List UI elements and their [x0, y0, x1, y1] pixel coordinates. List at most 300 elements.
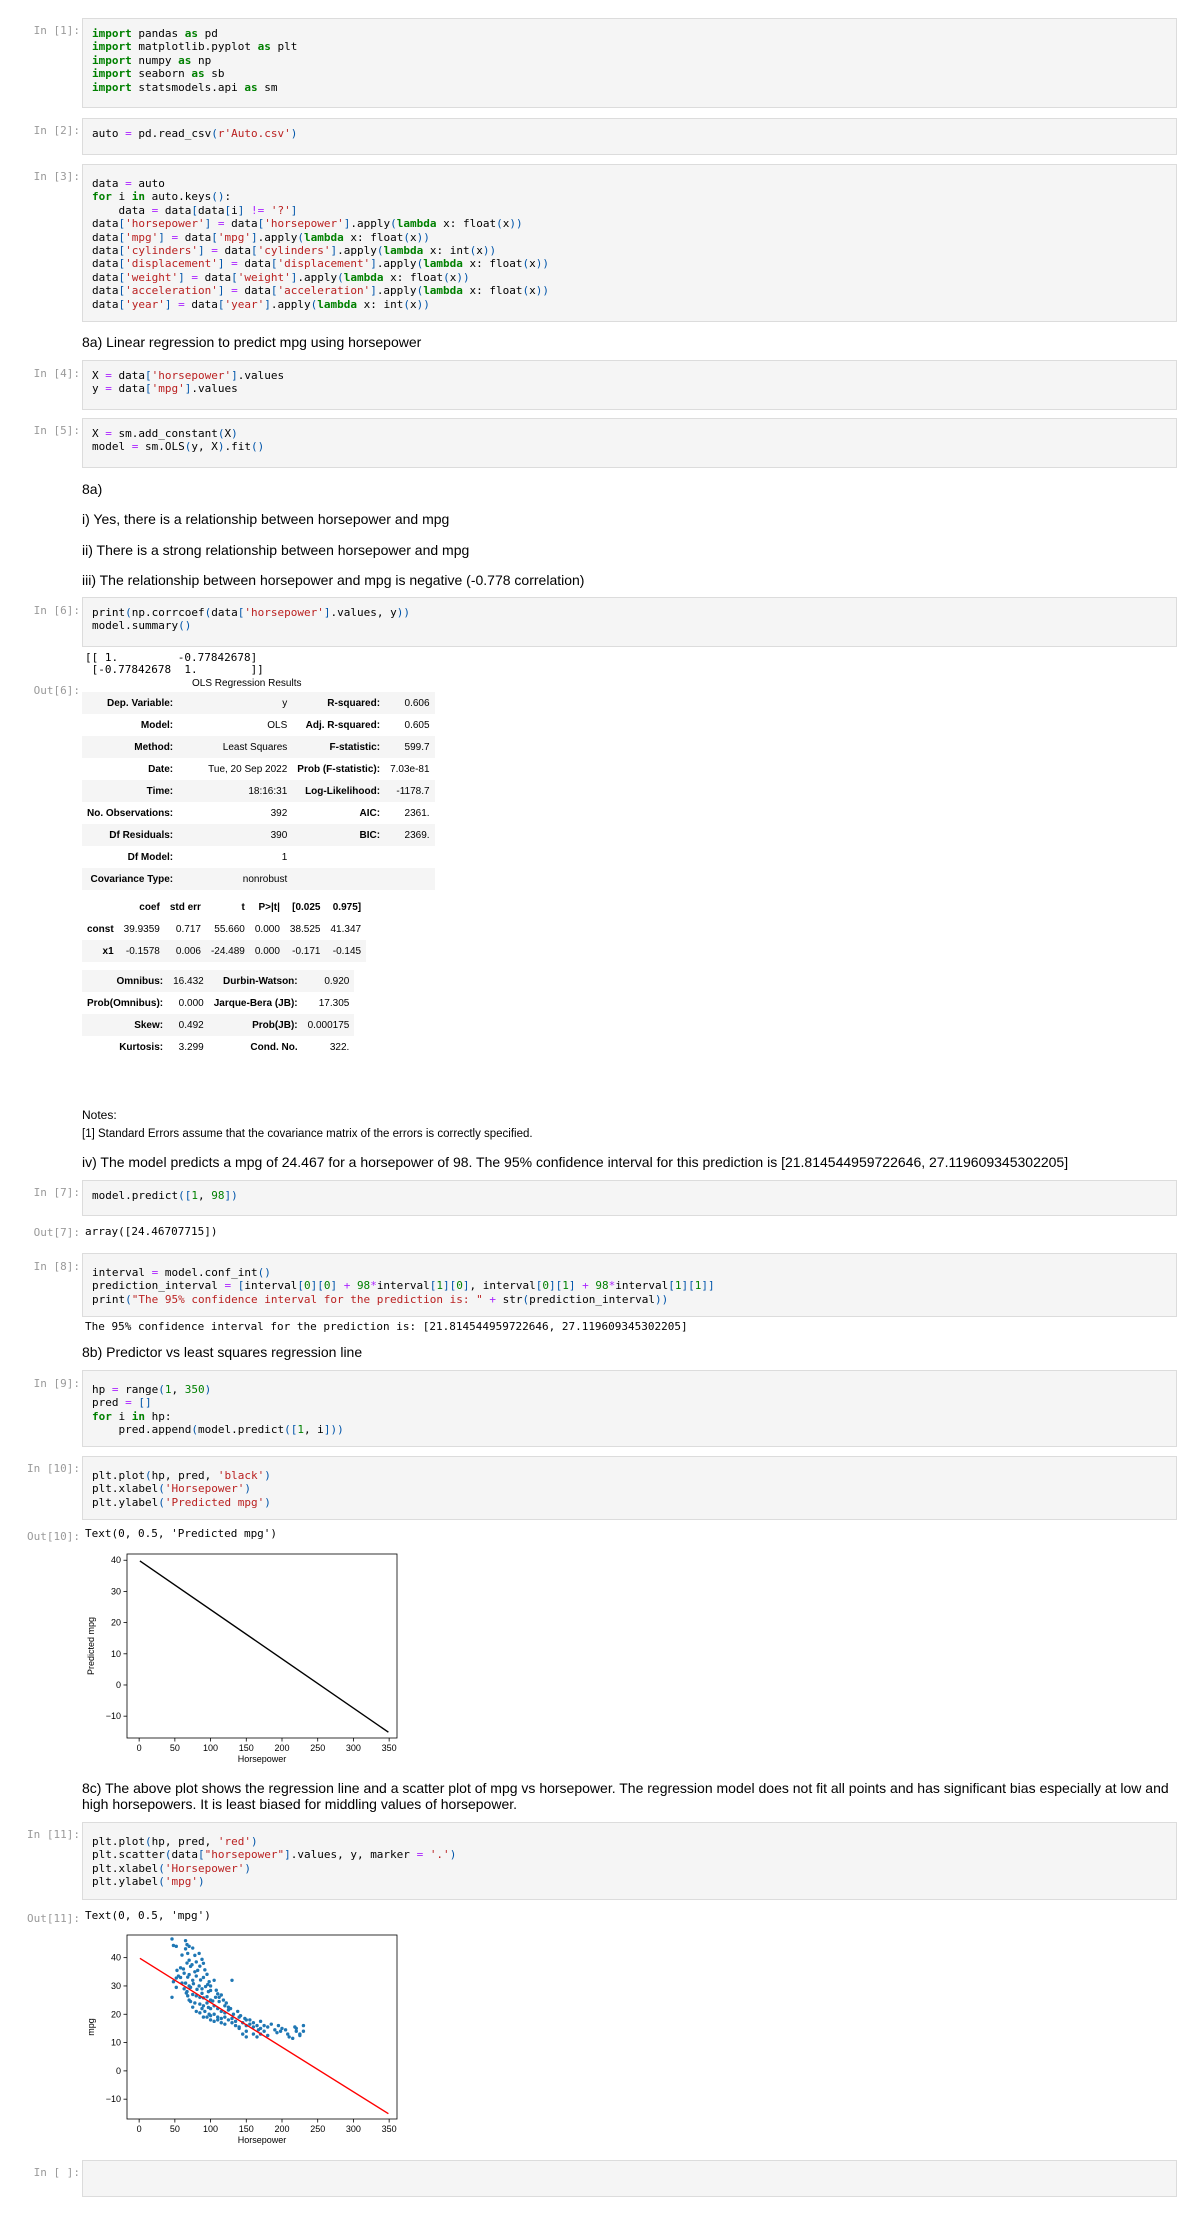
code-line: plt.scatter(data["horsepower"].values, y, marker = '.') — [92, 1848, 457, 1862]
scatter-point — [275, 2031, 278, 2034]
table-header-cell: Durbin-Watson: — [209, 970, 303, 992]
scatter-point — [222, 1998, 225, 2001]
table-header-cell: P>|t| — [250, 896, 285, 918]
table-cell: -1178.7 — [385, 780, 434, 802]
table-header-cell: BIC: — [292, 824, 385, 846]
table-cell — [385, 868, 434, 890]
table-header-cell: Covariance Type: — [82, 868, 178, 890]
scatter-point — [223, 2004, 226, 2007]
scatter-point — [182, 1987, 185, 1990]
table-cell: -0.1578 — [119, 940, 165, 962]
y-tick-label: 0 — [115, 2065, 121, 2076]
code-line: data['year'] = data['year'].apply(lambda x: int(x)) — [92, 297, 430, 311]
table-header-cell: Dep. Variable: — [82, 692, 178, 714]
table-cell: -0.171 — [285, 940, 326, 962]
table-cell: 3.299 — [178, 1041, 204, 1053]
confidence-interval-output: The 95% confidence interval for the prediction is: [21.814544959722646, 27.119609345302205] — [85, 1320, 688, 1333]
scatter-point — [215, 1989, 218, 1992]
table-cell: 2361. — [404, 807, 430, 819]
table-header-cell: No. Observations: — [87, 807, 174, 819]
code-line: print(np.corrcoef(data['horsepower'].values, y)) — [92, 606, 410, 619]
scatter-point — [241, 2032, 244, 2035]
code-line: import seaborn as sb — [92, 67, 225, 81]
table-cell: 0.920 — [303, 970, 355, 992]
table-header-cell: t — [206, 896, 250, 918]
scatter-point — [184, 1947, 187, 1950]
scatter-point — [217, 1996, 220, 1999]
code-cell-5[interactable] — [82, 418, 1177, 468]
table-cell: 39.9359 — [123, 923, 160, 935]
table-cell: 18:16:31 — [178, 780, 292, 802]
scatter-point — [185, 1961, 188, 1964]
table-row — [82, 992, 354, 1014]
y-tick-label: −10 — [105, 1711, 121, 1722]
scatter-point — [195, 1988, 198, 1991]
table-row — [82, 918, 366, 940]
table-cell: 7.03e-81 — [390, 763, 430, 775]
input-prompt-8: In [8]: — [33, 1260, 80, 1273]
scatter-point — [273, 2028, 276, 2031]
table-cell: 392 — [270, 807, 288, 819]
scatter-point — [175, 1986, 178, 1989]
scatter-point — [199, 1978, 202, 1981]
scatter-point — [302, 2030, 305, 2033]
input-prompt-3: In [3]: — [33, 170, 80, 183]
table-row — [82, 896, 366, 918]
scatter-point — [198, 2011, 201, 2014]
y-tick-label: 40 — [110, 1952, 121, 1963]
scatter-point — [203, 2010, 206, 2013]
x-axis-label: Horsepower — [237, 1754, 287, 1764]
table-cell: 1 — [281, 851, 288, 863]
input-prompt-7: In [7]: — [33, 1186, 80, 1199]
table-header-cell: [0.025 — [285, 896, 326, 918]
scatter-point — [179, 1976, 182, 1979]
scatter-point — [230, 2021, 233, 2024]
scatter-point — [298, 2032, 301, 2035]
markdown-heading-8c: 8c) The above plot shows the regression line and a scatter plot of mpg vs horsepower. The regression model does not fit all points and has significant bias especially at low and high horsepowers. It is least biased for middling values of horsepower. — [82, 1780, 1169, 1812]
table-cell: 17.305 — [318, 997, 350, 1009]
scatter-point — [211, 1999, 214, 2002]
y-tick-label: 20 — [110, 2009, 121, 2020]
table-header-cell: 0.975] — [326, 896, 367, 918]
scatter-point — [243, 2017, 246, 2020]
scatter-point — [280, 2027, 283, 2030]
markdown-8a-label: 8a) — [82, 481, 103, 497]
table-cell: 0.606 — [385, 692, 434, 714]
output-prompt-11: Out[11]: — [27, 1912, 80, 1925]
scatter-point — [192, 1982, 195, 1985]
table-cell: nonrobust — [178, 868, 292, 890]
scatter-point — [202, 1962, 205, 1965]
table-cell: 0.000 — [254, 923, 280, 935]
y-tick-label: 10 — [110, 1648, 121, 1659]
scatter-point — [234, 2020, 237, 2023]
plot-output-text-1: Text(0, 0.5, 'Predicted mpg') — [85, 1527, 278, 1540]
scatter-point — [220, 2021, 223, 2024]
code-line: plt.ylabel('Predicted mpg') — [92, 1495, 271, 1509]
table-cell: 2369. — [385, 824, 434, 846]
scatter-point — [270, 2022, 273, 2025]
markdown-answer-ii: ii) There is a strong relationship between horsepower and mpg — [82, 542, 470, 558]
table-row — [82, 940, 366, 962]
code-line: plt.plot(hp, pred, 'red') — [92, 1835, 258, 1848]
table-header-cell: Log-Likelihood: — [292, 780, 385, 802]
table-cell: 38.525 — [289, 923, 321, 935]
table-header-cell: Prob(Omnibus): — [87, 997, 164, 1009]
x-tick-label: 250 — [310, 2124, 326, 2134]
code-cell-2[interactable] — [82, 118, 1177, 155]
scatter-point — [217, 2000, 220, 2003]
table-row — [82, 970, 354, 992]
table-row — [82, 692, 435, 714]
table-cell: 0.717 — [175, 923, 201, 935]
scatter-point — [185, 1991, 188, 1994]
table-header-cell: Kurtosis: — [119, 1041, 164, 1053]
scatter-point — [255, 2024, 258, 2027]
table-row — [82, 1036, 354, 1058]
input-prompt-12: In [ ]: — [33, 2166, 80, 2179]
y-tick-label: 30 — [110, 1980, 121, 1991]
table-header-cell: Cond. No. — [250, 1041, 298, 1053]
ols-summary-table-1 — [82, 692, 435, 890]
scatter-point — [230, 1979, 233, 1982]
scatter-point — [237, 2025, 240, 2028]
scatter-point — [198, 1964, 201, 1967]
table-header-cell: Time: — [82, 780, 178, 802]
code-line: data = data[data[i] != '?'] — [92, 203, 298, 217]
scatter-point — [187, 1958, 190, 1961]
table-cell: -0.145 — [326, 940, 367, 962]
scatter-point — [277, 2024, 280, 2027]
scatter-point — [175, 1969, 178, 1972]
input-prompt-6: In [6]: — [33, 604, 80, 617]
table-cell: 0.006 — [165, 940, 206, 962]
y-tick-label: 30 — [110, 1586, 121, 1597]
table-header-cell: x1 — [82, 940, 119, 962]
code-line: data['acceleration'] = data['acceleration'].apply(lambda x: float(x)) — [92, 284, 550, 298]
table-header-cell: Prob(JB): — [209, 1014, 303, 1036]
scatter-point — [248, 2018, 251, 2021]
code-line: model.summary() — [92, 619, 192, 633]
scatter-point — [200, 1958, 203, 1961]
code-line: X = data['horsepower'].values — [92, 369, 285, 382]
y-tick-label: 20 — [110, 1617, 121, 1628]
scatter-point — [195, 2010, 198, 2013]
table-row — [82, 1014, 354, 1036]
scatter-point — [172, 1944, 175, 1947]
y-tick-label: 40 — [110, 1555, 121, 1566]
table-header-cell: Adj. R-squared: — [305, 719, 381, 731]
x-tick-label: 200 — [274, 1743, 290, 1753]
output-prompt-7: Out[7]: — [33, 1226, 80, 1239]
code-line: pred.append(model.predict([1, i])) — [92, 1423, 344, 1437]
plot-frame — [127, 1935, 397, 2119]
code-line: data = auto — [92, 177, 165, 190]
table-header-cell — [292, 846, 385, 868]
code-cell-11[interactable] — [82, 1822, 1177, 1900]
table-header-cell — [292, 868, 385, 890]
code-line: data['displacement'] = data['displacement'].apply(lambda x: float(x)) — [92, 257, 550, 271]
output-prompt-10: Out[10]: — [27, 1530, 80, 1543]
scatter-point — [245, 2030, 248, 2033]
scatter-point — [182, 1972, 185, 1975]
scatter-point — [187, 1945, 190, 1948]
table-cell: 599.7 — [385, 736, 434, 758]
x-tick-label: 300 — [345, 1743, 361, 1753]
x-tick-label: 100 — [203, 2124, 219, 2134]
input-prompt-11: In [11]: — [27, 1828, 80, 1841]
table-cell: 41.347 — [330, 923, 362, 935]
code-line: plt.ylabel('mpg') — [92, 1875, 205, 1889]
scatter-point — [216, 2018, 219, 2021]
code-line: plt.plot(hp, pred, 'black') — [92, 1469, 271, 1482]
x-tick-label: 150 — [238, 2124, 254, 2134]
code-line: X = sm.add_constant(X) — [92, 427, 238, 440]
table-header-cell: Df Model: — [127, 851, 174, 863]
scatter-point — [184, 1939, 187, 1942]
code-cell-7[interactable] — [82, 1180, 1177, 1216]
table-row — [82, 714, 435, 736]
scatter-point — [212, 1979, 215, 1982]
markdown-heading-8b: 8b) Predictor vs least squares regression line — [82, 1344, 363, 1360]
table-cell — [385, 846, 434, 868]
scatter-point — [262, 2024, 265, 2027]
scatter-point — [252, 2021, 255, 2024]
code-line: data['cylinders'] = data['cylinders'].apply(lambda x: int(x)) — [92, 244, 497, 258]
markdown-heading-8a: 8a) Linear regression to predict mpg using horsepower — [82, 334, 422, 350]
table-cell: OLS — [267, 719, 288, 731]
scatter-point — [209, 1989, 212, 1992]
input-prompt-1: In [1]: — [33, 24, 80, 37]
corrcoef-output: [[ 1. -0.77842678] [-0.77842678 1. ]] — [85, 651, 264, 676]
scatter-point — [220, 2017, 223, 2020]
input-prompt-9: In [9]: — [33, 1377, 80, 1390]
scatter-point — [195, 1960, 198, 1963]
scatter-point — [255, 2035, 258, 2038]
scatter-point — [205, 1995, 208, 1998]
table-header-cell: R-squared: — [292, 692, 385, 714]
scatter-point — [187, 1973, 190, 1976]
code-cell-empty[interactable] — [82, 2160, 1177, 2197]
scatter-point — [193, 2001, 196, 2004]
input-prompt-10: In [10]: — [27, 1462, 80, 1475]
table-row — [82, 868, 435, 890]
scatter-point — [198, 2002, 201, 2005]
scatter-point — [170, 1937, 173, 1940]
table-header-cell: Df Residuals: — [82, 824, 178, 846]
table-cell: 0.000 — [178, 997, 204, 1009]
notes-heading: Notes: — [82, 1108, 117, 1122]
scatter-point — [179, 1966, 182, 1969]
scatter-point — [245, 2035, 248, 2038]
scatter-point — [205, 1973, 208, 1976]
table-cell: 0.605 — [404, 719, 430, 731]
table-row — [82, 824, 435, 846]
y-tick-label: 0 — [115, 1679, 121, 1690]
code-line: plt.xlabel('Horsepower') — [92, 1482, 251, 1496]
table-header-cell: F-statistic: — [292, 736, 385, 758]
scatter-point — [236, 2010, 239, 2013]
scatter-point — [202, 1976, 205, 1979]
scatter-point — [209, 2007, 212, 2010]
table-row — [82, 780, 435, 802]
table-header-cell — [82, 896, 119, 918]
table-header-cell: coef — [119, 896, 165, 918]
predict-output: array([24.46707715]) — [85, 1225, 218, 1238]
input-prompt-2: In [2]: — [33, 124, 80, 137]
table-header-cell: Date: — [148, 763, 174, 775]
scatter-point — [191, 1979, 194, 1982]
scatter-point — [197, 1984, 200, 1987]
code-cell-1[interactable] — [82, 18, 1177, 108]
predicted-mpg-line-chart — [82, 1544, 412, 1766]
table-cell: 0.492 — [168, 1014, 209, 1036]
code-line: hp = range(1, 350) — [92, 1383, 212, 1396]
scatter-point — [189, 2000, 192, 2003]
code-cell-10[interactable] — [82, 1456, 1177, 1520]
scatter-point — [191, 1946, 194, 1949]
input-prompt-5: In [5]: — [33, 424, 80, 437]
table-header-cell: AIC: — [359, 807, 381, 819]
table-row — [82, 846, 435, 868]
scatter-point — [209, 1984, 212, 1987]
x-tick-label: 250 — [310, 1743, 326, 1753]
scatter-point — [209, 2014, 212, 2017]
y-axis-label: Predicted mpg — [86, 1616, 96, 1676]
code-line: for i in hp: — [92, 1409, 172, 1423]
scatter-point — [216, 1992, 219, 1995]
scatter-point — [200, 1987, 203, 1990]
x-tick-label: 350 — [381, 2124, 397, 2134]
code-line: model.predict([1, 98]) — [92, 1189, 238, 1202]
table-cell: Least Squares — [178, 736, 292, 758]
table-cell: 390 — [178, 824, 292, 846]
scatter-point — [223, 2022, 226, 2025]
x-tick-label: 50 — [169, 1743, 180, 1753]
input-prompt-4: In [4]: — [33, 367, 80, 380]
x-axis-label: Horsepower — [237, 2135, 287, 2145]
table-header-cell: std err — [165, 896, 206, 918]
code-cell-4[interactable] — [82, 360, 1177, 410]
code-line: print("The 95% confidence interval for the prediction is: " + str(prediction_interval)) — [92, 1292, 669, 1306]
scatter-point — [229, 2007, 232, 2010]
scatter-point — [195, 1974, 198, 1977]
scatter-point — [214, 1996, 217, 1999]
scatter-point — [291, 2037, 294, 2040]
table-cell: y — [178, 692, 292, 714]
ols-caption: OLS Regression Results — [192, 678, 302, 689]
code-line: import statsmodels.api as sm — [92, 80, 278, 94]
scatter-point — [234, 2024, 237, 2027]
code-line: import pandas as pd — [92, 27, 218, 40]
code-line: pred = [] — [92, 1396, 152, 1410]
code-cell-3[interactable] — [82, 164, 1177, 322]
x-tick-label: 200 — [274, 2124, 290, 2134]
plot-output-text-2: Text(0, 0.5, 'mpg') — [85, 1909, 211, 1922]
code-cell-9[interactable] — [82, 1370, 1177, 1447]
scatter-point — [212, 2013, 215, 2016]
scatter-point — [227, 2018, 230, 2021]
table-cell: 55.660 — [214, 923, 245, 935]
code-line: auto = pd.read_csv(r'Auto.csv') — [92, 127, 298, 140]
scatter-point — [170, 1996, 173, 1999]
x-tick-label: 0 — [136, 2124, 142, 2134]
x-tick-label: 300 — [345, 2124, 361, 2134]
table-cell: -24.489 — [206, 940, 250, 962]
table-header-cell: Method: — [82, 736, 178, 758]
code-cell-6[interactable] — [82, 597, 1177, 647]
scatter-point — [223, 2015, 226, 2018]
output-prompt-6: Out[6]: — [33, 684, 80, 697]
scatter-point — [203, 1968, 206, 1971]
scatter-point — [209, 2018, 212, 2021]
code-line: y = data['mpg'].values — [92, 382, 238, 396]
code-line: data['mpg'] = data['mpg'].apply(lambda x: float(x)) — [92, 230, 430, 244]
scatter-point — [200, 2007, 203, 2010]
scatter-point — [302, 2024, 305, 2027]
code-line: model = sm.OLS(y, X).fit() — [92, 440, 265, 454]
scatter-point — [287, 2035, 290, 2038]
scatter-point — [239, 2014, 242, 2017]
scatter-point — [191, 2005, 194, 2008]
scatter-point — [262, 2030, 265, 2033]
scatter-point — [252, 2032, 255, 2035]
y-axis-label: mpg — [86, 2018, 96, 2036]
mpg-scatter-chart — [82, 1925, 412, 2147]
table-row — [82, 802, 435, 824]
notes-text: [1] Standard Errors assume that the covariance matrix of the errors is correctly specified. — [82, 1128, 533, 1140]
y-tick-label: −10 — [105, 2094, 121, 2105]
scatter-point — [202, 2015, 205, 2018]
scatter-point — [266, 2025, 269, 2028]
code-line: import numpy as np — [92, 53, 212, 67]
scatter-point — [180, 1953, 183, 1956]
table-row — [82, 736, 435, 758]
code-line: prediction_interval = [interval[0][0] + 98*interval[1][0], interval[0][1] + 98*interval[1][1]] — [92, 1279, 715, 1293]
scatter-point — [259, 2020, 262, 2023]
markdown-answer-iv: iv) The model predicts a mpg of 24.467 for a horsepower of 98. The 95% confidence interval for this prediction is [21.814544959722646, 27.119609345302205] — [82, 1154, 1069, 1170]
scatter-point — [190, 1963, 193, 1966]
scatter-point — [205, 2015, 208, 2018]
table-cell: 0.000 — [250, 940, 285, 962]
table-cell: 16.432 — [168, 970, 209, 992]
table-cell: 322. — [329, 1041, 350, 1053]
x-tick-label: 150 — [238, 1743, 254, 1753]
table-header-cell: Omnibus: — [82, 970, 168, 992]
ols-diagnostics-table — [82, 970, 354, 1058]
code-line: import matplotlib.pyplot as plt — [92, 40, 298, 54]
scatter-point — [212, 2020, 215, 2023]
markdown-answer-i: i) Yes, there is a relationship between horsepower and mpg — [82, 511, 450, 527]
code-line: data['weight'] = data['weight'].apply(lambda x: float(x)) — [92, 270, 470, 284]
ols-coefficient-table — [82, 896, 366, 962]
table-header-cell: const — [87, 923, 114, 935]
markdown-answer-iii: iii) The relationship between horsepower and mpg is negative (-0.778 correlation) — [82, 572, 585, 588]
table-header-cell: Skew: — [82, 1014, 168, 1036]
table-cell: Tue, 20 Sep 2022 — [208, 763, 288, 775]
scatter-point — [191, 1993, 194, 1996]
scatter-point — [175, 1945, 178, 1948]
scatter-point — [196, 1969, 199, 1972]
x-tick-label: 350 — [381, 1743, 397, 1753]
scatter-point — [184, 1981, 187, 1984]
scatter-point — [193, 1954, 196, 1957]
table-header-cell: Prob (F-statistic): — [297, 763, 381, 775]
x-tick-label: 100 — [203, 1743, 219, 1753]
code-line: plt.xlabel('Horsepower') — [92, 1861, 251, 1875]
code-cell-8[interactable] — [82, 1253, 1177, 1317]
